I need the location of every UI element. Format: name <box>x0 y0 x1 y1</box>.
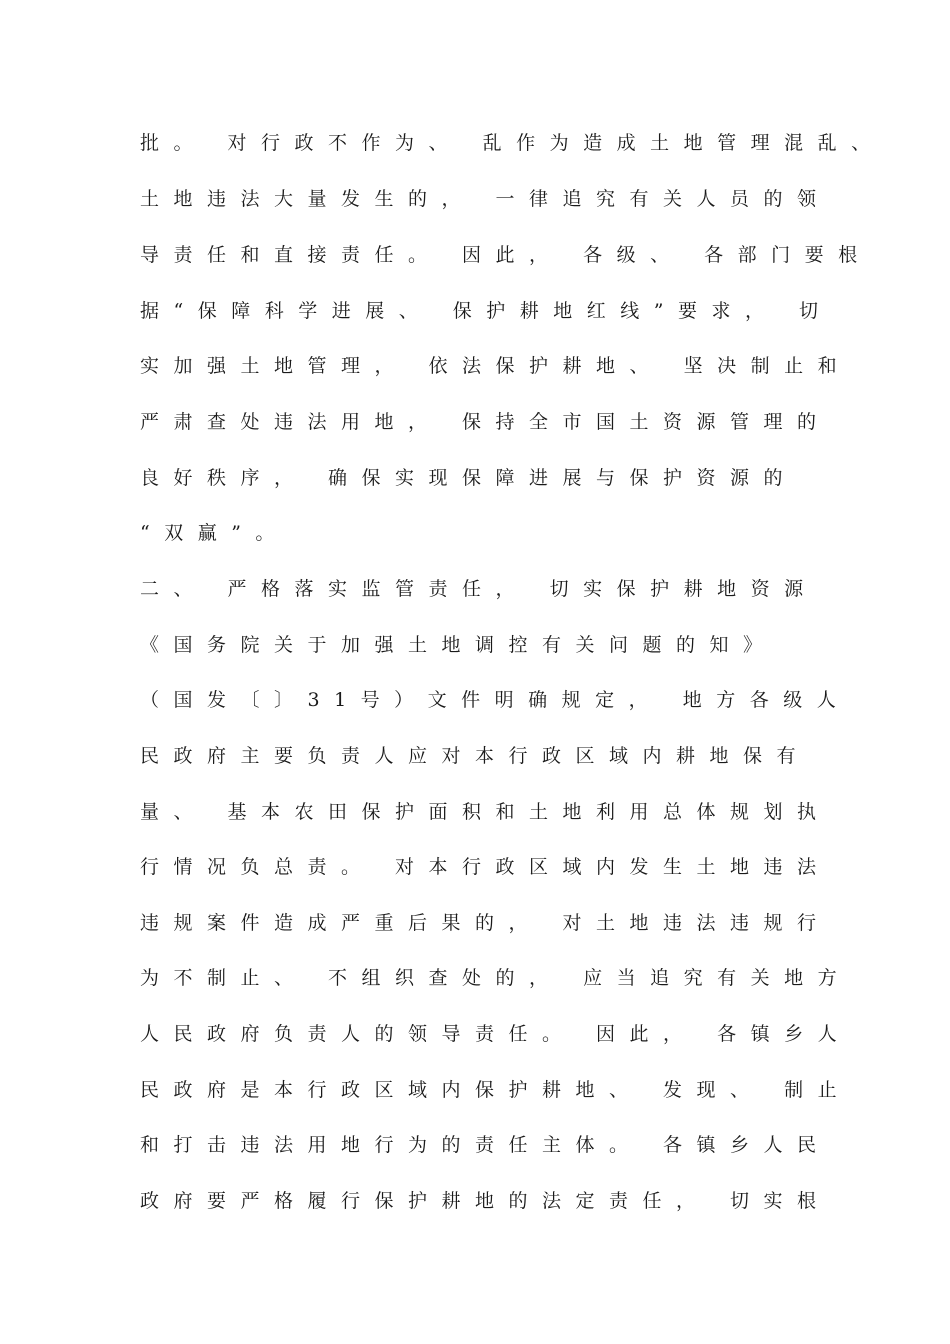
text-line: 民政府主要负责人应对本行政区域内耕地保有 <box>140 745 811 767</box>
text-line: 量、 基本农田保护面积和土地利用总体规划执 <box>140 801 831 823</box>
text-line: 违规案件造成严重后果的， 对土地违法违规行 <box>140 912 831 934</box>
text-line: 据“保障科学进展、 保护耕地红线”要求， 切 <box>140 300 833 322</box>
text-line: 导责任和直接责任。 因此， 各级、 各部门要根 <box>140 244 872 266</box>
text-line: 人民政府负责人的领导责任。 因此， 各镇乡人 <box>140 1023 852 1045</box>
text-line: 批。 对行政不作为、 乱作为造成土地管理混乱、 <box>140 132 885 154</box>
text-line: 和打击违法用地行为的责任主体。 各镇乡人民 <box>140 1134 831 1156</box>
text-line: 良好秩序， 确保实现保障进展与保护资源的 <box>140 467 798 489</box>
text-line: 严肃查处违法用地， 保持全市国土资源管理的 <box>140 411 831 433</box>
text-line: 民政府是本行政区域内保护耕地、 发现、 制止 <box>140 1079 852 1101</box>
text-line: 行情况负总责。 对本行政区域内发生土地违法 <box>140 856 831 878</box>
text-line: 政府要严格履行保护耕地的法定责任， 切实根 <box>140 1190 831 1212</box>
text-line: （国发〔〕31号）文件明确规定， 地方各级人 <box>140 689 851 711</box>
text-line: 土地违法大量发生的， 一律追究有关人员的领 <box>140 188 831 210</box>
text-line: 《国务院关于加强土地调控有关问题的知》 <box>140 634 777 656</box>
text-line: 实加强土地管理， 依法保护耕地、 坚决制止和 <box>140 355 852 377</box>
text-line: “双赢”。 <box>140 522 289 544</box>
section-heading: 二、 严格落实监管责任， 切实保护耕地资源 <box>140 578 818 600</box>
text-line: 为不制止、 不组织查处的， 应当追究有关地方 <box>140 967 852 989</box>
